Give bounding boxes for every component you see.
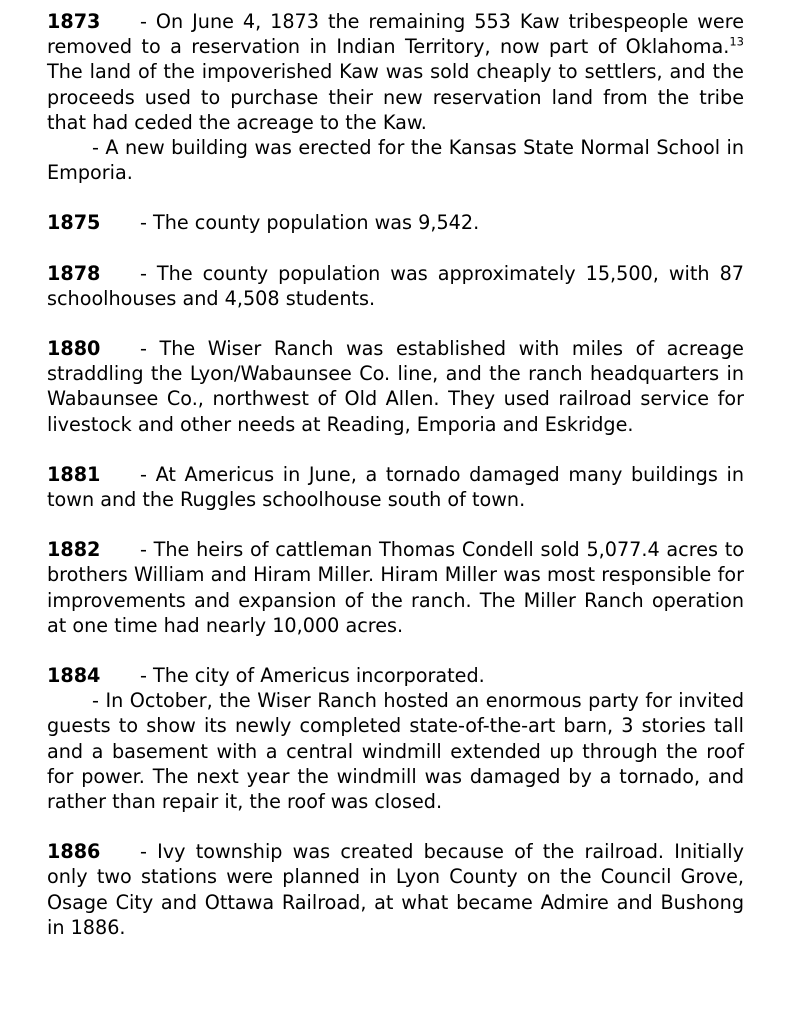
entry-1886: [47, 839, 744, 940]
document-page: [47, 9, 757, 965]
entry-text: - In October, the Wiser Ranch hosted an enormous party for invited guests to show its newly completed state-of-the-art barn, 3 stories tall and a basement with a central windmill extended up through the roof for power. The next year the windmill was damaged by a tornado, and rather than repair it, the roof was closed.: [47, 689, 744, 814]
entry-paragraph: [47, 9, 757, 135]
entry-year: 1878: [47, 261, 101, 285]
footnote-marker: 13: [729, 34, 744, 49]
entry-text: - At Americus in June, a tornado damaged many buildings in town and the Ruggles schoolhouse south of town.: [47, 462, 744, 512]
entry-year: 1875: [47, 211, 101, 235]
entry-1881: [47, 462, 744, 512]
entry-text: - The county population was 9,542.: [140, 211, 480, 235]
entry-1875: [47, 210, 744, 235]
entry-text: - Ivy township was created because of the railroad. Initially only two stations were planned in Lyon County on the Council Grove, Osage City and Ottawa Railroad, at what became Admire and Bushong in 1886.: [47, 840, 744, 939]
entry-paragraph: [47, 261, 744, 311]
entry-text: - The heirs of cattleman Thomas Condell sold 5,077.4 acres to brothers William and Hiram Miller. Hiram Miller was most responsible for improvements and expansion of the ranch. The Miller Ranch operation at one time had nearly 10,000 acres.: [47, 538, 744, 637]
entry-1878: [47, 261, 744, 311]
entry-paragraph: [47, 210, 744, 235]
entry-paragraph: [47, 462, 744, 512]
entry-text: - A new building was erected for the Kansas State Normal School in Emporia.: [47, 136, 744, 185]
entry-year: 1882: [47, 538, 101, 562]
entry-year: 1884: [47, 664, 101, 688]
entry-1880: [47, 336, 744, 437]
entry-text: The land of the impoverished Kaw was sold cheaply to settlers, and the proceeds used to purchase their new reservation land from the tribe that had ceded the acreage to the Kaw.: [47, 35, 757, 134]
entry-year: 1880: [47, 337, 101, 361]
entry-1884: [47, 663, 744, 814]
entry-paragraph: [47, 537, 744, 638]
entry-paragraph: [47, 663, 744, 688]
entry-year: 1881: [47, 462, 101, 486]
entry-paragraph: [47, 135, 744, 185]
entry-text: - The city of Americus incorporated.: [140, 664, 485, 688]
entry-paragraph: [47, 839, 744, 940]
entry-1882: [47, 537, 744, 638]
entry-1873: [47, 9, 757, 185]
entry-text: - The county population was approximately 15,500, with 87 schoolhouses and 4,508 students.: [47, 261, 744, 310]
entry-year: 1873: [47, 10, 101, 33]
entry-text: - On June 4, 1873 the remaining 553 Kaw tribespeople were removed to a reservation in Indian Territory, now part of Oklahoma.: [47, 10, 744, 59]
entry-paragraph: [47, 336, 744, 437]
entry-paragraph: [47, 688, 744, 814]
entry-text: - The Wiser Ranch was established with miles of acreage straddling the Lyon/Wabaunsee Co. line, and the ranch headquarters in Wabaunsee Co., northwest of Old Allen. They used railroad service for livestock and other needs at Reading, Emporia and Eskridge.: [47, 337, 744, 436]
entry-year: 1886: [47, 840, 101, 864]
